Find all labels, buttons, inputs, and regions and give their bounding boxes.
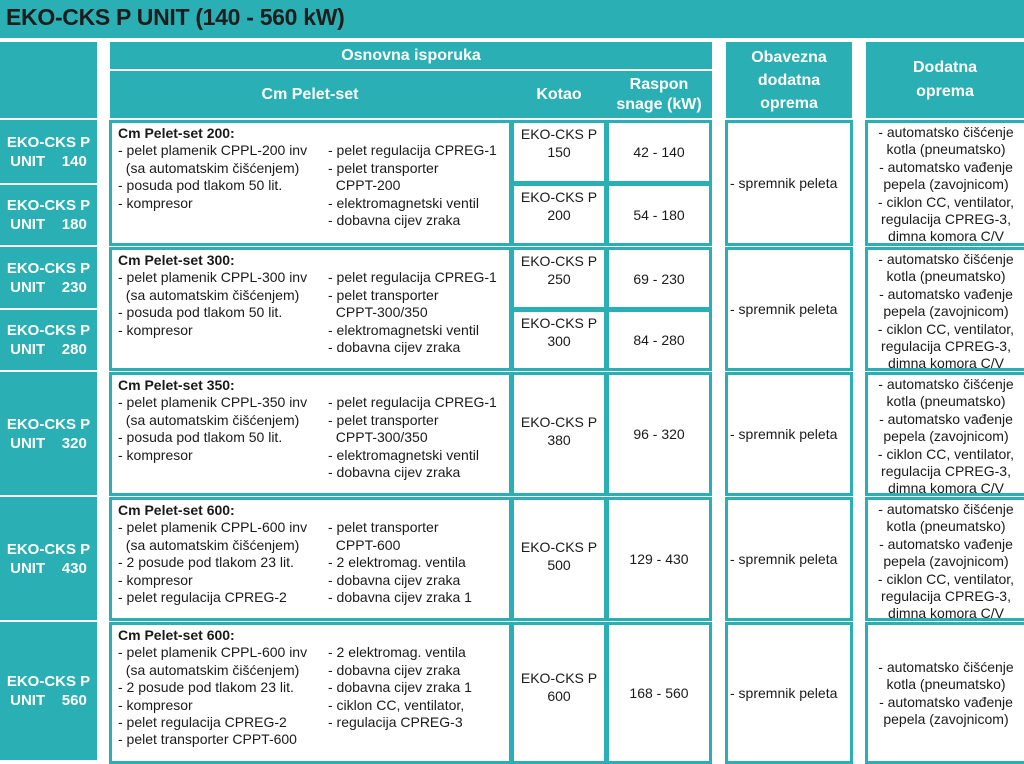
set-item: (sa automatskim čišćenjem) bbox=[118, 536, 300, 553]
set-item: - 2 elektromag. ventila bbox=[328, 644, 466, 661]
set-item: - kompresor bbox=[118, 696, 193, 713]
unit-name: EKO-CKS P bbox=[6, 673, 91, 690]
dodatna-item: - automatsko čišćenje bbox=[878, 376, 1014, 392]
dodatna-cell-4 bbox=[865, 497, 1024, 621]
set-item: - 2 elektromag. ventila bbox=[328, 554, 466, 571]
kotao-model: EKO-CKS P bbox=[520, 315, 598, 331]
pelet-set-name: Cm Pelet-set 600: bbox=[118, 627, 235, 643]
set-item: - elektromagnetski ventil bbox=[328, 194, 479, 211]
dodatna-item: kotla (pneumatsko) bbox=[886, 141, 1006, 158]
pelet-set-name: Cm Pelet-set 300: bbox=[118, 252, 235, 268]
dodatna-line-2: oprema bbox=[916, 83, 974, 100]
dodatna-oprema-header bbox=[866, 42, 1024, 118]
dodatna-item: - automatsko vađenje bbox=[879, 285, 1013, 302]
kotao-cell-600 bbox=[511, 622, 607, 764]
unit-number: UNIT 180 bbox=[10, 216, 87, 233]
dodatna-item: - automatsko čišćenje bbox=[878, 658, 1014, 675]
set-item: - pelet regulacija CPREG-2 bbox=[118, 714, 287, 731]
set-item: - dobavna cijev zraka 1 bbox=[328, 679, 472, 696]
set-item: - elektromagnetski ventil bbox=[328, 321, 479, 338]
dodatna-item: kotla (pneumatsko) bbox=[886, 268, 1006, 285]
kotao-cell-500 bbox=[511, 497, 607, 621]
dodatna-item: dimna komora C/V bbox=[888, 605, 1004, 622]
set-item: - kompresor bbox=[118, 571, 193, 588]
kotao-model: EKO-CKS P bbox=[520, 539, 598, 555]
unit-name: EKO-CKS P bbox=[6, 197, 91, 214]
obavezna-cell-2: - spremnik peleta bbox=[725, 247, 853, 371]
kotao-size: 600 bbox=[547, 688, 571, 704]
set-item: - pelet regulacija CPREG-1 bbox=[328, 269, 497, 286]
dodatna-item: kotla (pneumatsko) bbox=[886, 676, 1006, 693]
dodatna-cell-2 bbox=[865, 247, 1024, 371]
dodatna-item: kotla (pneumatsko) bbox=[886, 393, 1006, 410]
dodatna-item: - ciklon CC, ventilator, bbox=[877, 193, 1015, 210]
dodatna-cell-3 bbox=[865, 372, 1024, 496]
kotao-cell-150 bbox=[511, 120, 607, 184]
dodatna-item: - ciklon CC, ventilator, bbox=[877, 445, 1015, 462]
dodatna-item: pepela (zavojnicom) bbox=[883, 428, 1009, 445]
kotao-cell-250 bbox=[511, 247, 607, 310]
set-item: CPPT-300/350 bbox=[328, 429, 428, 446]
unit-name: EKO-CKS P bbox=[6, 415, 91, 433]
set-item: - kompresor bbox=[118, 446, 193, 463]
dodatna-item: - automatsko vađenje bbox=[879, 693, 1013, 710]
set-item: (sa automatskim čišćenjem) bbox=[118, 286, 300, 303]
set-item: - regulacija CPREG-3 bbox=[328, 714, 463, 731]
set-item: - dobavna cijev zraka bbox=[328, 212, 461, 229]
kotao-model: EKO-CKS P bbox=[520, 126, 598, 142]
kotao-size: 150 bbox=[547, 144, 571, 160]
set-item: - kompresor bbox=[118, 194, 193, 211]
obavezna-line-1: Obavezna bbox=[751, 48, 827, 66]
raspon-cell-280: 84 - 280 bbox=[606, 309, 712, 371]
set-item: - dobavna cijev zraka bbox=[328, 571, 461, 588]
raspon-cell-320: 96 - 320 bbox=[606, 372, 712, 496]
set-item: - posuda pod tlakom 50 lit. bbox=[118, 304, 283, 321]
unit-cell-230 bbox=[0, 247, 97, 308]
set-item: (sa automatskim čišćenjem) bbox=[118, 661, 300, 678]
unit-name: EKO-CKS P bbox=[6, 259, 91, 277]
dodatna-item: - automatsko čišćenje bbox=[878, 501, 1014, 517]
dodatna-item: - automatsko vađenje bbox=[879, 158, 1013, 175]
dodatna-item: pepela (zavojnicom) bbox=[883, 176, 1009, 193]
unit-number: UNIT 230 bbox=[10, 278, 87, 296]
pelet-set-350 bbox=[109, 372, 512, 496]
unit-number: UNIT 140 bbox=[10, 152, 87, 170]
dodatna-cell-5 bbox=[865, 622, 1024, 764]
dodatna-item: dimna komora C/V bbox=[888, 355, 1004, 372]
set-item: - dobavna cijev zraka bbox=[328, 464, 461, 481]
kotao-size: 250 bbox=[547, 271, 571, 287]
dodatna-item: - ciklon CC, ventilator, bbox=[877, 570, 1015, 587]
set-item: - pelet transporter bbox=[328, 519, 439, 536]
set-item: - pelet transporter bbox=[328, 159, 439, 176]
set-item: - pelet regulacija CPREG-1 bbox=[328, 142, 497, 159]
kotao-model: EKO-CKS P bbox=[520, 189, 598, 205]
set-item: - pelet regulacija CPREG-1 bbox=[328, 394, 497, 411]
unit-cell-280 bbox=[0, 310, 97, 370]
set-item: - pelet transporter bbox=[328, 411, 439, 428]
set-item: CPPT-300/350 bbox=[328, 304, 428, 321]
raspon-snage-header bbox=[606, 71, 712, 118]
set-item: - pelet plamenik CPPL-600 inv bbox=[118, 519, 308, 536]
dodatna-item: - automatsko vađenje bbox=[879, 410, 1013, 427]
dodatna-item: - ciklon CC, ventilator, bbox=[877, 320, 1015, 337]
set-item: - dobavna cijev zraka bbox=[328, 661, 461, 678]
set-item: - dobavna cijev zraka bbox=[328, 339, 461, 356]
unit-cell-320 bbox=[0, 372, 97, 495]
pelet-set-300 bbox=[109, 247, 512, 371]
dodatna-item: dimna komora C/V bbox=[888, 228, 1004, 245]
cm-pelet-set-header: Cm Pelet-set bbox=[261, 86, 359, 103]
raspon-cell-180: 54 - 180 bbox=[606, 183, 712, 246]
unit-cell-430 bbox=[0, 497, 97, 620]
kotao-size: 300 bbox=[547, 333, 571, 349]
kotao-header: Kotao bbox=[536, 86, 582, 103]
unit-cell-140 bbox=[0, 120, 97, 183]
set-item: CPPT-200 bbox=[328, 177, 401, 194]
kotao-cell-300 bbox=[511, 309, 607, 371]
osnovna-isporuka-header: Osnovna isporuka bbox=[341, 47, 481, 64]
pelet-set-name: Cm Pelet-set 200: bbox=[118, 125, 235, 141]
dodatna-item: regulacija CPREG-3, bbox=[881, 211, 1011, 228]
unit-name: EKO-CKS P bbox=[6, 540, 91, 558]
obavezna-cell-1: - spremnik peleta bbox=[725, 120, 853, 246]
unit-name: EKO-CKS P bbox=[6, 322, 91, 339]
dodatna-item: - automatsko vađenje bbox=[879, 535, 1013, 552]
raspon-cell-140: 42 - 140 bbox=[606, 120, 712, 184]
page-title: EKO-CKS P UNIT (140 - 560 kW) bbox=[6, 4, 345, 30]
set-item: - 2 posude pod tlakom 23 lit. bbox=[118, 554, 294, 571]
set-item: - posuda pod tlakom 50 lit. bbox=[118, 177, 283, 194]
set-item: - pelet plamenik CPPL-200 inv bbox=[118, 142, 308, 159]
set-item: - pelet regulacija CPREG-2 bbox=[118, 589, 287, 606]
dodatna-item: pepela (zavojnicom) bbox=[883, 710, 1009, 727]
kotao-size: 200 bbox=[547, 207, 571, 223]
kotao-cell-380 bbox=[511, 372, 607, 496]
dodatna-item: dimna komora C/V bbox=[888, 480, 1004, 497]
unit-number: UNIT 560 bbox=[10, 692, 87, 709]
raspon-cell-560: 168 - 560 bbox=[606, 622, 712, 764]
set-item: - posuda pod tlakom 50 lit. bbox=[118, 429, 283, 446]
pelet-set-600-b bbox=[109, 622, 512, 764]
raspon-cell-430: 129 - 430 bbox=[606, 497, 712, 621]
raspon-cell-230: 69 - 230 bbox=[606, 247, 712, 310]
unit-number: UNIT 320 bbox=[10, 434, 87, 452]
pelet-set-name: Cm Pelet-set 600: bbox=[118, 502, 235, 518]
kotao-size: 500 bbox=[547, 557, 571, 573]
pelet-set-name: Cm Pelet-set 350: bbox=[118, 377, 235, 393]
dodatna-item: pepela (zavojnicom) bbox=[883, 303, 1009, 320]
dodatna-item: kotla (pneumatsko) bbox=[886, 518, 1006, 535]
set-item: (sa automatskim čišćenjem) bbox=[118, 159, 300, 176]
pelet-set-200 bbox=[109, 120, 512, 246]
dodatna-item: regulacija CPREG-3, bbox=[881, 463, 1011, 480]
kotao-cell-200 bbox=[511, 183, 607, 246]
set-item: - ciklon CC, ventilator, bbox=[328, 696, 465, 713]
obavezna-cell-5: - spremnik peleta bbox=[725, 622, 853, 764]
set-item: - 2 posude pod tlakom 23 lit. bbox=[118, 679, 294, 696]
obavezna-line-3: oprema bbox=[760, 94, 818, 112]
set-item: - pelet plamenik CPPL-350 inv bbox=[118, 394, 308, 411]
unit-number: UNIT 280 bbox=[10, 341, 87, 358]
dodatna-item: pepela (zavojnicom) bbox=[883, 553, 1009, 570]
unit-header-cell bbox=[0, 42, 97, 118]
obavezna-cell-3: - spremnik peleta bbox=[725, 372, 853, 496]
kotao-size: 380 bbox=[547, 432, 571, 448]
dodatna-item: regulacija CPREG-3, bbox=[881, 588, 1011, 605]
obavezna-line-2: dodatna bbox=[757, 71, 821, 89]
pelet-set-600-a bbox=[109, 497, 512, 621]
raspon-line-2: snage (kW) bbox=[616, 95, 702, 113]
set-item: - pelet plamenik CPPL-600 inv bbox=[118, 644, 308, 661]
set-item: - kompresor bbox=[118, 321, 193, 338]
set-item: (sa automatskim čišćenjem) bbox=[118, 411, 300, 428]
dodatna-item: - automatsko čišćenje bbox=[878, 124, 1014, 140]
dodatna-item: regulacija CPREG-3, bbox=[881, 338, 1011, 355]
set-item: - pelet transporter CPPT-600 bbox=[118, 731, 297, 748]
obavezna-oprema-header bbox=[726, 42, 852, 118]
dodatna-line-1: Dodatna bbox=[913, 59, 977, 76]
dodatna-item: - automatsko čišćenje bbox=[878, 251, 1014, 267]
unit-cell-180 bbox=[0, 185, 97, 245]
unit-number: UNIT 430 bbox=[10, 559, 87, 577]
kotao-model: EKO-CKS P bbox=[520, 670, 598, 686]
set-item: - pelet plamenik CPPL-300 inv bbox=[118, 269, 308, 286]
unit-cell-560 bbox=[0, 622, 97, 760]
set-item: - dobavna cijev zraka 1 bbox=[328, 589, 472, 606]
set-item: - pelet transporter bbox=[328, 286, 439, 303]
raspon-line-1: Raspon bbox=[629, 75, 689, 93]
obavezna-cell-4: - spremnik peleta bbox=[725, 497, 853, 621]
set-item: CPPT-600 bbox=[328, 536, 401, 553]
set-item: - elektromagnetski ventil bbox=[328, 446, 479, 463]
kotao-model: EKO-CKS P bbox=[520, 253, 598, 269]
unit-name: EKO-CKS P bbox=[6, 133, 91, 151]
kotao-model: EKO-CKS P bbox=[520, 414, 598, 430]
dodatna-cell-1 bbox=[865, 120, 1024, 246]
